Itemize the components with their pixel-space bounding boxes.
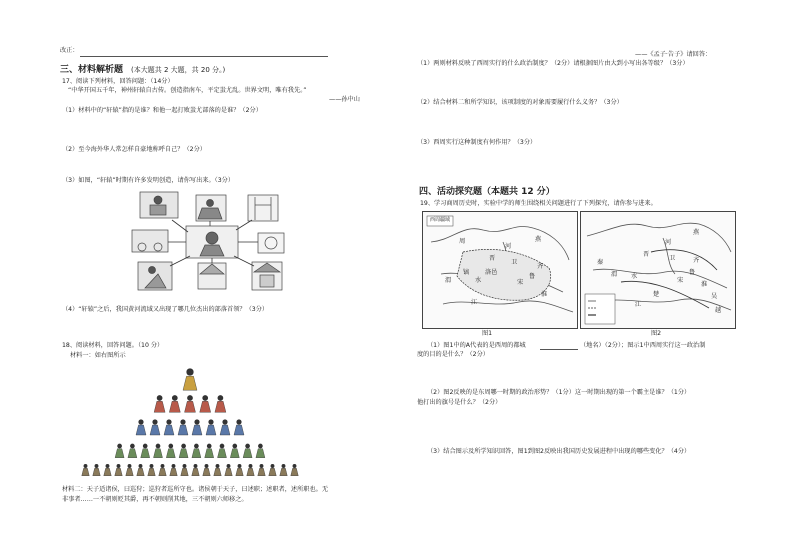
pyramid-figure [243, 444, 252, 458]
pyramid-figure [225, 464, 233, 476]
q17-question-3: （3）如图，“轩辕”时期有许多发明创造，请你写出来。（3分） [62, 177, 235, 184]
pyramid-figure [230, 444, 239, 458]
pyramid-figure [236, 464, 244, 476]
map2-label-qin: 秦 [597, 259, 604, 266]
pyramid-figure [200, 395, 211, 412]
pyramid-figure [214, 464, 222, 476]
pyramid-figure [137, 464, 145, 476]
map1-label-qi: 齐 [537, 263, 544, 270]
q18-header: 18、阅读材料，回答问题。（10 分） [62, 342, 164, 349]
pyramid-figure [128, 444, 137, 458]
pyramid-figure [166, 444, 175, 458]
map2-label-jin: 晋 [643, 251, 650, 258]
pyramid-figure [247, 464, 255, 476]
map1-label-jiang: 江 [471, 299, 478, 306]
map2-label-lu: 鲁 [689, 269, 696, 276]
map2-caption: 图2 [651, 330, 662, 337]
pyramid-figure [206, 419, 216, 435]
pyramid-figure [179, 444, 188, 458]
pyramid-figure [126, 464, 134, 476]
q19-question-1-line2: 度的目的是什么？（2分） [417, 351, 489, 358]
pyramid-figure [93, 464, 101, 476]
pyramid-figure [181, 464, 189, 476]
pyramid-figure [256, 444, 265, 458]
q17-question-2: （2）至今海外华人常怎样自豪地称呼自己？（2分） [62, 146, 206, 153]
pyramid-figure [115, 464, 123, 476]
map1-label-jin: 晋 [489, 255, 496, 262]
map2-label-huai: 淮 [701, 281, 708, 288]
section4-title: 四、活动探究题（本题共 12 分） [419, 187, 555, 197]
q19-header: 19、学习商周历史时，实验中学的师生围绕相关问题进行了下列探究，请你参与进来。 [420, 200, 657, 207]
map1-label-wei: 卫 [511, 259, 518, 266]
map2-label-wei-river: 渭 [611, 271, 618, 278]
pyramid-figure [148, 464, 156, 476]
q19-question-2-line2: 他打出的旗号是什么？（2分） [417, 399, 502, 406]
map2-label-jiang: 江 [635, 301, 642, 308]
section3-title: 三、材料解析题 [60, 65, 124, 75]
map2-label-shui: 水 [631, 273, 638, 280]
map2-label-chu: 楚 [653, 291, 660, 298]
map2-label-wei: 卫 [669, 255, 676, 262]
pyramid-figure [141, 444, 150, 458]
q19-question-2-line1: （2）图2反映的是东周哪一时期的政治形势？（1分）这一时期出现的第一个霸主是谁？（1分） [427, 389, 691, 396]
map1-label-yan: 燕 [535, 236, 542, 243]
map1-label-song: 宋 [517, 279, 524, 286]
pyramid-figure [159, 464, 167, 476]
fix-answer-line[interactable] [80, 56, 328, 57]
map-eastern-zhou [580, 211, 736, 329]
map1-caption: 图1 [482, 330, 493, 337]
fix-label: 改正： [60, 47, 79, 54]
pyramid-figure [82, 464, 90, 476]
pyramid-figure [192, 464, 200, 476]
map1-label-hao: 镐 [463, 269, 470, 276]
q17-header: 17、阅读下列材料，回答问题：（14分） [62, 78, 174, 85]
q19-question-1-part1: （1）图1中的A代表的是西周的都城 [427, 342, 526, 349]
map2-label-wu: 吴 [711, 293, 718, 300]
pyramid-figure [169, 395, 180, 412]
map2-label-yan: 燕 [693, 229, 700, 236]
q18-question-2: （2）结合材料二和所学知识，该项制度的对象需要履行什么义务？（3分） [417, 99, 623, 106]
map2-label-qi: 齐 [693, 257, 700, 264]
pyramid-figure [205, 444, 214, 458]
q18-material1: 材料一：如右图所示 [70, 352, 126, 359]
map1-label-shui: 水 [475, 277, 482, 284]
pyramid-figure [178, 419, 188, 435]
section3-note: (本大题共 2 大题，共 20 分。) [131, 66, 226, 74]
q18-material2-line1: 材料二：天子适诸侯，曰巡狩；巡狩者巡所守也。诸侯朝于天子，曰述职；述职者，述所职也。无 [62, 486, 329, 493]
q17-source: ——孙中山 [329, 96, 360, 103]
pyramid-figure [218, 444, 227, 458]
map1-label-luoyi: 洛邑 [485, 269, 498, 276]
pyramid-figure [291, 464, 299, 476]
pyramid-figure [170, 464, 178, 476]
q17-question-4: （4）“轩辕”之后，我国黄河流域又出现了哪几位杰出的部落首领？（3分） [62, 306, 269, 313]
map-western-zhou [422, 211, 578, 329]
pyramid-figure [183, 368, 197, 390]
map1-legend: 西周疆域 [430, 217, 451, 223]
pyramid-figure [164, 419, 174, 435]
pyramid-figure [203, 464, 211, 476]
mencius-source: ——《孟子·告子》请回答： [635, 51, 712, 58]
map1-label-lu: 鲁 [529, 273, 536, 280]
map2-label-yue: 越 [715, 307, 722, 314]
q18-question-1: （1）两则材料反映了西周实行的什么政治制度？（2分）请根据图片由大到小写出各等级？（3分） [417, 60, 689, 67]
q19-question-1-part2: （地名）（2分）；图示1中西周实行这一政治制 [580, 342, 706, 349]
pyramid-figure [234, 419, 244, 435]
q18-material2-line2: 非事者……一不朝则贬其爵，再不朝则削其地，三不朝则六师移之。 [62, 496, 248, 503]
pyramid-figure [150, 419, 160, 435]
pyramid-figure [258, 464, 266, 476]
q19-question-3: （3）结合图示及所学知识回答，图1到图2反映出我国历史发展进程中出现的哪些变化？（4分） [427, 448, 691, 455]
pyramid-figure [154, 444, 163, 458]
map1-label-huai: 淮 [541, 291, 548, 298]
map2-label-song: 宋 [677, 277, 684, 284]
map1-label-wei-river: 渭 [445, 277, 452, 284]
pyramid-figure [220, 419, 230, 435]
pyramid-figure [215, 395, 226, 412]
q19-answer-blank[interactable] [540, 349, 578, 350]
pyramid-figure [115, 444, 124, 458]
pyramid-figure [154, 395, 165, 412]
q17-quote: “中华开国五千年，神州轩辕自古传。创造指南车，平定蚩尤乱。世界文明，唯有我先。” [68, 87, 307, 94]
q18-question-3: （3）西周实行这种制度有何作用？（3分） [417, 139, 537, 146]
pyramid-figure [280, 464, 288, 476]
map1-label-zhou: 周 [459, 238, 466, 245]
map2-label-he: 河 [665, 239, 672, 246]
pyramid-figure [192, 444, 201, 458]
q17-question-1: （1）材料中的“轩辕”指的是谁？和他一起打败蚩尤部落的是谁？（2分） [62, 107, 262, 114]
pyramid-figure [269, 464, 277, 476]
pyramid-figure [104, 464, 112, 476]
pyramid-figure [185, 395, 196, 412]
pyramid-figure [136, 419, 146, 435]
map1-label-he: 河 [505, 243, 512, 250]
pyramid-figure [192, 419, 202, 435]
